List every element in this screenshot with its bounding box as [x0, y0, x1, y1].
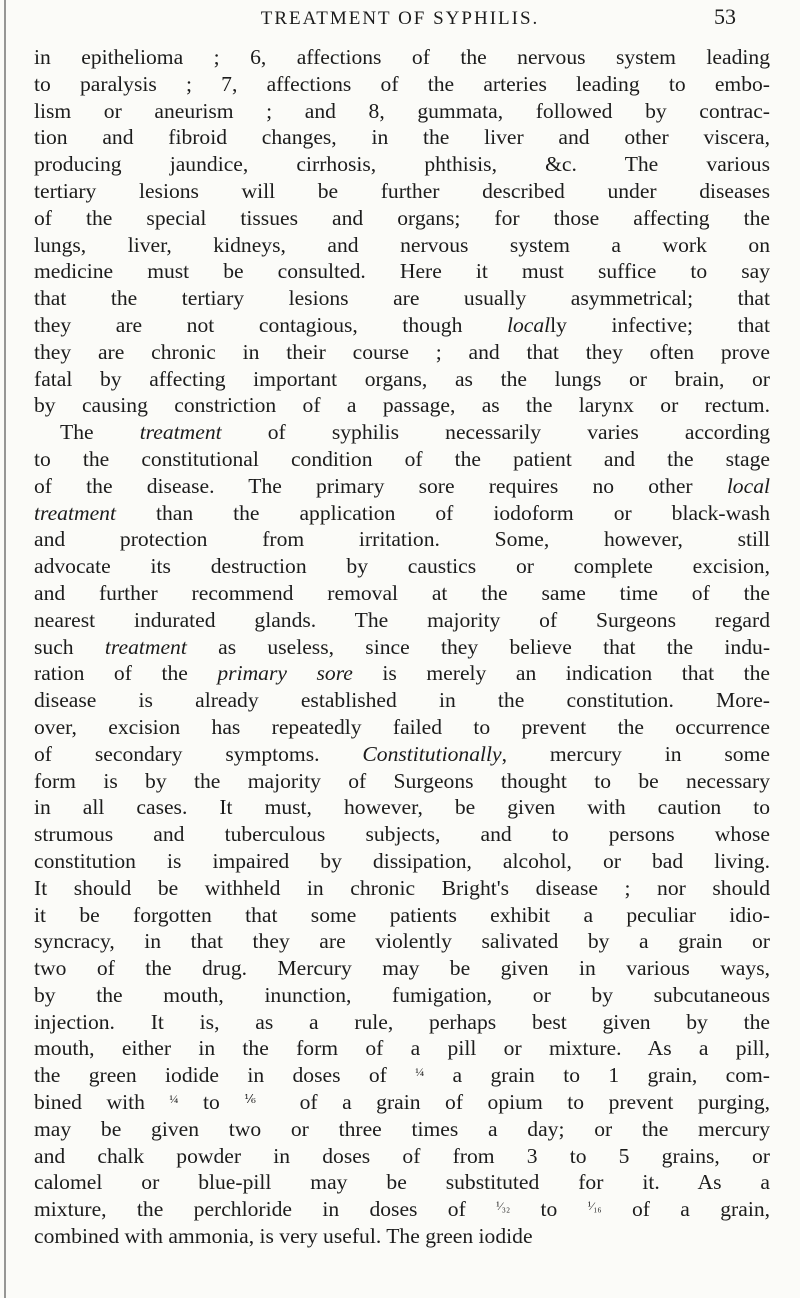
text-line: producing jaundice, cirrhosis, phthisis, &c. The various [34, 152, 770, 177]
text-line: calomel or blue-pill may be substituted for it. As a [34, 1170, 770, 1195]
text-line: lism or aneurism ; and 8, gummata, followed by contrac- [34, 98, 770, 123]
text-line: fatal by affecting important organs, as the lungs or brain, or [34, 366, 770, 391]
text-line: to paralysis ; 7, affections of the arteries leading to embo- [34, 71, 770, 96]
text-line: of secondary symptoms. Constitutionally, mercury in some [34, 741, 770, 766]
text-line: disease is already established in the constitution. More- [34, 688, 770, 713]
text-line: bined with $^{\frac{1}{4}}$ to $^{\frac{1}{6}}$ of a grain of opium to prevent purging, [34, 1090, 770, 1115]
text-line: advocate its destruction by caustics or complete excision, [34, 554, 770, 579]
page-number: 53 [714, 4, 736, 29]
page-header [0, 4, 800, 44]
text-line: by the mouth, inunction, fumigation, or by subcutaneous [34, 982, 770, 1007]
text-line: ration of the primary sore is merely an indication that the [34, 661, 770, 686]
text-line: it be forgotten that some patients exhibit a peculiar idio- [34, 902, 770, 927]
fraction: ⅙ [244, 1092, 276, 1107]
text-line: they are not contagious, though locally infective; that [34, 312, 770, 337]
text-line: syncracy, in that they are violently salivated by a grain or [34, 929, 770, 954]
fraction: ¹⁄₃₂ [496, 1199, 511, 1214]
text-line: that the tertiary lesions are usually asymmetrical; that [34, 286, 770, 311]
text-line: form is by the majority of Surgeons thought to be necessary [34, 768, 770, 793]
running-head: TREATMENT OF SYPHILIS. [260, 8, 540, 29]
text-line: mouth, either in the form of a pill or mixture. As a pill, [34, 1036, 770, 1061]
text-line: constitution is impaired by dissipation, alcohol, or bad living. [34, 848, 770, 873]
text-line: and chalk powder in doses of from 3 to 5 grains, or [34, 1143, 770, 1168]
text-line: in epithelioma ; 6, affections of the nervous system leading [34, 45, 770, 69]
fraction: ¹⁄₁₆ [587, 1199, 602, 1214]
text-line: over, excision has repeatedly failed to prevent the occurrence [34, 714, 770, 739]
text-line: may be given two or three times a day; or the mercury [34, 1116, 770, 1141]
text-line: the green iodide in doses of $^{\frac{1}{4}}$ a grain to 1 grain, com- [34, 1063, 770, 1088]
text-line: injection. It is, as a rule, perhaps best given by the [34, 1009, 770, 1034]
text-line: they are chronic in their course ; and that they often prove [34, 339, 770, 364]
text-line: of the disease. The primary sore requires no other local [34, 473, 770, 498]
text-line: strumous and tuberculous subjects, and to persons whose [34, 822, 770, 847]
text-line: and further recommend removal at the same time of the [34, 580, 770, 605]
text-line: medicine must be consulted. Here it must suffice to say [34, 259, 770, 284]
text-line: such treatment as useless, since they believe that the indu- [34, 634, 770, 659]
text-line: mixture, the perchloride in doses of $^{^1⁄_{32}}$ to $^{^1⁄_{16}}$ of a grain, [34, 1197, 770, 1222]
text-line: two of the drug. Mercury may be given in various ways, [34, 956, 770, 981]
text-line: tertiary lesions will be further described under diseases [34, 178, 770, 203]
text-line: combined with ammonia, is very useful. The green iodide [34, 1224, 533, 1249]
body-text [34, 44, 770, 1250]
text-line: nearest indurated glands. The majority of Surgeons regard [34, 607, 770, 632]
text-line: to the constitutional condition of the patient and the stage [34, 446, 770, 471]
text-line: The treatment of syphilis necessarily varies according [60, 420, 770, 445]
text-line: in all cases. It must, however, be given with caution to [34, 795, 770, 820]
text-line: by causing constriction of a passage, as the larynx or rectum. [34, 393, 770, 418]
text-line: tion and fibroid changes, in the liver and other viscera, [34, 125, 770, 150]
fraction: ¼ [169, 1092, 179, 1107]
scan-edge-shadow [4, 0, 6, 1298]
text-line: lungs, liver, kidneys, and nervous system a work on [34, 232, 770, 257]
text-line: treatment than the application of iodoform or black-wash [34, 500, 770, 525]
text-line: and protection from irritation. Some, however, still [34, 527, 770, 552]
text-line: of the special tissues and organs; for those affecting the [34, 205, 770, 230]
text-line: It should be withheld in chronic Bright's disease ; nor should [34, 875, 770, 900]
fraction: ¼ [415, 1065, 425, 1080]
